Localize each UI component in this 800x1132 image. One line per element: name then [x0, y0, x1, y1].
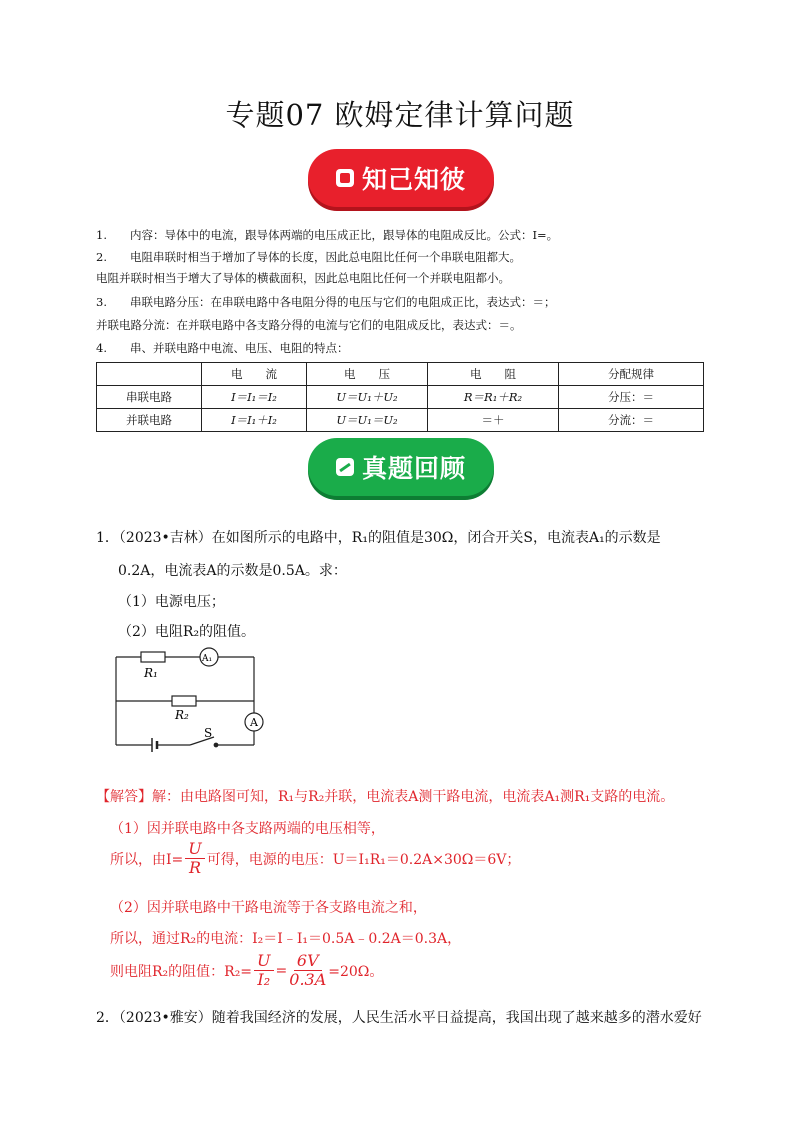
- label-s: S: [204, 726, 213, 740]
- table-cell: 分流：＝: [559, 409, 704, 432]
- answer-line-2: （1）因并联电路中各支路两端的电压相等，: [110, 821, 385, 837]
- table-cell: 分压：＝: [559, 386, 704, 409]
- answer-line-3: [110, 840, 520, 877]
- badge-label: 知己知彼: [361, 165, 466, 194]
- point-4: 4. 串、并联电路中电流、电压、电阻的特点：: [96, 341, 349, 355]
- table-cell: 串联电路: [97, 386, 202, 409]
- fraction-numerator: 6V: [294, 952, 322, 971]
- table-row: [97, 409, 704, 432]
- question-1-sub-2: （2）电阻R₂的阻值。: [118, 624, 256, 640]
- book-icon: [336, 169, 354, 187]
- fraction-denominator: R: [188, 858, 202, 877]
- badge-label: 真题回顾: [361, 454, 466, 483]
- answer-text: 所以，由I=: [110, 851, 184, 868]
- answer-line-4: （2）因并联电路中干路电流等于各支路电流之和，: [110, 900, 427, 916]
- table-header-row: [97, 363, 704, 386]
- table-cell: ＝＋: [428, 409, 559, 432]
- table-row: [97, 386, 704, 409]
- question-2-line-1: 2．（2023•雅安）随着我国经济的发展，人民生活水平日益提高，我国出现了越来越多的潜水爱好: [96, 1010, 702, 1026]
- fraction-numerator: U: [185, 840, 204, 859]
- fraction-denominator: 0.3A: [289, 970, 327, 989]
- table-cell: [97, 363, 202, 386]
- point-3b: 并联电路分流：在并联电路中各支路分得的电流与它们的电阻成反比，表达式：＝。: [96, 318, 522, 332]
- table-cell: U＝U₁＝U₂: [307, 409, 428, 432]
- point-2: 2. 电阻串联时相当于增加了导体的长度，因此总电阻比任何一个串联电阻都大。: [96, 250, 521, 264]
- table-cell: R＝R₁＋R₂: [428, 386, 559, 409]
- fraction-denominator: I₂: [257, 970, 271, 989]
- circuit-diagram: [108, 645, 268, 755]
- section-badge-knowledge: [308, 149, 494, 207]
- page-title: 专题07 欧姆定律计算问题: [225, 98, 575, 132]
- question-1-line-1: 1．（2023•吉林）在如图所示的电路中，R₁的阻值是30Ω，闭合开关S，电流表A₁的示数是: [96, 530, 661, 546]
- table-cell: 并联电路: [97, 409, 202, 432]
- table-cell: 电 阻: [428, 363, 559, 386]
- answer-text: 则电阻R₂的阻值：R₂=: [110, 963, 253, 980]
- point-3: 3. 串联电路分压：在串联电路中各电阻分得的电压与它们的电阻成正比，表达式：＝；: [96, 295, 556, 309]
- point-1: 1. 内容：导体中的电流，跟导体两端的电压成正比，跟导体的电阻成反比。公式：I=。: [96, 228, 559, 242]
- table-cell: 分配规律: [559, 363, 704, 386]
- circuit-table: [96, 362, 704, 432]
- table-cell: I＝I₁＋I₂: [202, 409, 307, 432]
- question-1-line-2: 0.2A，电流表A的示数是0.5A。求：: [118, 563, 347, 579]
- answer-line-6: [110, 952, 383, 989]
- answer-line-1: 【解答】解：由电路图可知，R₁与R₂并联，电流表A测干路电流，电流表A₁测R₁支路的电流。: [96, 789, 675, 805]
- answer-line-5: 所以，通过R₂的电流：I₂＝I﹣I₁＝0.5A﹣0.2A＝0.3A，: [110, 931, 462, 947]
- section-badge-review: [308, 438, 494, 496]
- table-cell: U＝U₁＋U₂: [307, 386, 428, 409]
- fraction-u-over-i2: [254, 952, 273, 989]
- label-a: A: [250, 716, 258, 729]
- table-cell: 电 流: [202, 363, 307, 386]
- fraction-numerator: U: [254, 952, 273, 971]
- table-cell: I＝I₁＝I₂: [202, 386, 307, 409]
- answer-text: =: [275, 962, 288, 979]
- label-r1: R₁: [144, 666, 158, 680]
- label-a1: A₁: [202, 654, 213, 664]
- answer-text: 可得，电源的电压：U＝I₁R₁＝0.2A×30Ω＝6V；: [206, 851, 521, 868]
- fraction-values: [289, 952, 326, 989]
- chart-icon: [336, 458, 354, 476]
- table-cell: 电 压: [307, 363, 428, 386]
- point-2b: 电阻并联时相当于增大了导体的横截面积，因此总电阻比任何一个并联电阻都小。: [96, 271, 510, 285]
- answer-text: =20Ω。: [328, 963, 384, 980]
- fraction-u-over-r: [185, 840, 204, 877]
- label-r2: R₂: [175, 708, 189, 722]
- question-1-sub-1: （1）电源电压；: [118, 594, 225, 610]
